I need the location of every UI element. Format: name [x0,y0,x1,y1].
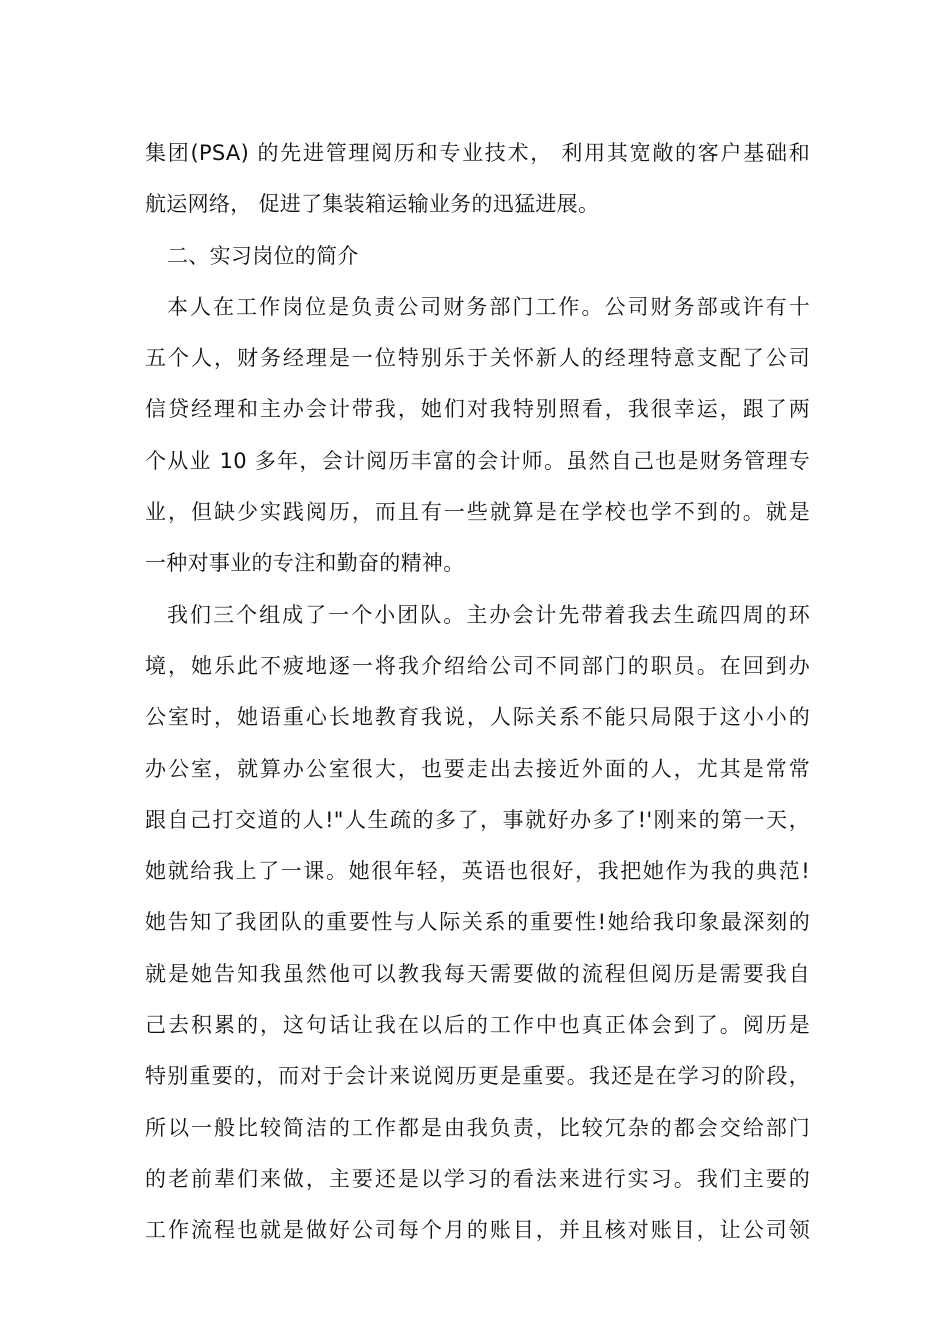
text-line-8: 业，但缺少实践阅历，而且有一些就算是在学校也学不到的。就是 [145,500,810,525]
text-line-5: 五个人，财务经理是一位特别乐于关怀新人的经理特意支配了公司 [145,346,810,371]
text-line-15: 她就给我上了一课。她很年轻，英语也很好，我把她作为我的典范! [145,859,810,884]
text-line-19: 特别重要的，而对于会计来说阅历更是重要。我还是在学习的阶段， [145,1064,810,1089]
text-line-12: 公室时，她语重心长地教育我说，人际关系不能只局限于这小小的 [145,705,810,730]
text-line-11: 境，她乐此不疲地逐一将我介绍给公司不同部门的职员。在回到办 [145,653,810,678]
text-line-22: 工作流程也就是做好公司每个月的账目，并且核对账目，让公司领 [145,1218,810,1243]
text-line-6: 信贷经理和主办会计带我，她们对我特别照看，我很幸运，跟了两 [145,397,810,422]
text-line-7: 个从业 10 多年，会计阅历丰富的会计师。虽然自己也是财务管理专 [145,448,810,473]
text-line-20: 所以一般比较简洁的工作都是由我负责，比较冗杂的都会交给部门 [145,1115,810,1140]
section-heading: 二、实习岗位的简介 [167,243,359,268]
text-line-9: 一种对事业的专注和勤奋的精神。 [145,551,465,576]
text-line-16: 她告知了我团队的重要性与人际关系的重要性!她给我印象最深刻的 [145,910,810,935]
document-body [145,128,810,1257]
text-line-17: 就是她告知我虽然他可以教我每天需要做的流程但阅历是需要我自 [145,961,810,986]
text-line-4: 本人在工作岗位是负责公司财务部门工作。公司财务部或许有十 [167,294,810,319]
text-line-13: 办公室，就算办公室很大，也要走出去接近外面的人，尤其是常常 [145,756,810,781]
text-line-21: 的老前辈们来做，主要还是以学习的看法来进行实习。我们主要的 [145,1166,810,1191]
text-line-18: 己去积累的，这句话让我在以后的工作中也真正体会到了。阅历是 [145,1013,810,1038]
text-line-10: 我们三个组成了一个小团队。主办会计先带着我去生疏四周的环 [167,602,810,627]
text-line-1: 集团(PSA) 的先进管理阅历和专业技术， 利用其宽敞的客户基础和 [145,141,810,165]
text-line-14: 跟自己打交道的人!"人生疏的多了，事就好办多了!'刚来的第一天， [145,807,810,832]
text-line-2: 航运网络， 促进了集装箱运输业务的迅猛进展。 [145,192,600,217]
